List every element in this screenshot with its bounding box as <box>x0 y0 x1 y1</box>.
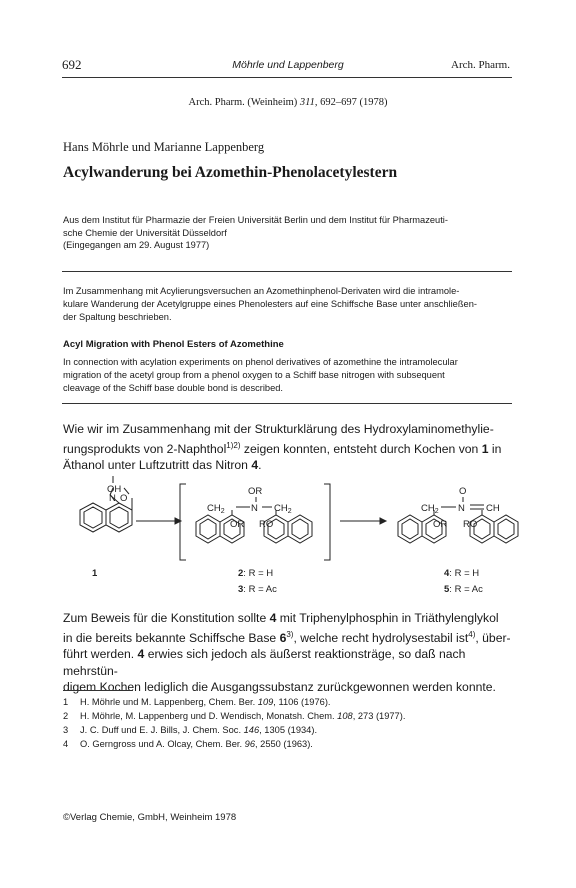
bracket-right <box>324 484 330 560</box>
footnote-4: 4 O. Gerngross und A. Olcay, Chem. Ber. 96, 2550 (1963). <box>63 739 313 749</box>
c2-ch2-left-label: $CH_2$ <box>207 503 225 515</box>
abstract-german: Im Zusammenhang mit Acylierungsversuchen an Azomethinphenol-Derivaten wird die intramole- kulare Wanderung der Acetylgruppe eines Phenolesters auf eine Schiffsche Base unter anschließen- der Spaltung beschrieben. <box>63 286 477 322</box>
article-title: Acylwanderung bei Azomethin-Phenolacetylestern <box>63 164 398 181</box>
c4-o-label: O <box>459 486 467 497</box>
c2-or-left-label: OR <box>230 519 245 530</box>
abstract-english-title: Acyl Migration with Phenol Esters of Azomethine <box>63 339 284 350</box>
c1-n-label: N <box>109 493 116 504</box>
running-head-authors: Möhrle und Lappenberg <box>232 59 344 71</box>
c4-ch2-label: $CH_2$ <box>421 503 439 515</box>
c2-ch2-right-label: $CH_2$ <box>274 503 292 515</box>
institution-block: Aus dem Institut für Pharmazie der Freien Universität Berlin und dem Institut für Pharmazeuti- sche Chemie der Universität Düsseldorf (Eingegangen am 29. August 1977) <box>63 215 448 250</box>
c4-ro-label: RO <box>463 519 478 530</box>
footnote-1: 1 H. Möhrle und M. Lappenberg, Chem. Ber. 109, 1106 (1976). <box>63 697 331 707</box>
article-authors: Hans Möhrle und Marianne Lappenberg <box>63 140 265 154</box>
compound-1-label: 1 <box>92 568 98 579</box>
footnote-2: 2 H. Möhrle, M. Lappenberg und D. Wendisch, Monatsh. Chem. 108, 273 (1977). <box>63 711 406 721</box>
footnote-3: 3 J. C. Duff und E. J. Bills, J. Chem. Soc. 146, 1305 (1934). <box>63 725 318 735</box>
abstract-english: In connection with acylation experiments on phenol derivatives of azomethine the intramolecular migration of the acetyl group from a phenol oxygen to a Schiff base nitrogen with subsequent cleavage of the Schiff base double bond is described. <box>63 357 458 393</box>
compound-5-label: 5: R = Ac <box>444 584 483 595</box>
c1-o-label: O <box>120 493 128 504</box>
compound-3-label: 3: R = Ac <box>238 584 277 595</box>
c2-n-label: N <box>251 503 258 514</box>
page-number: 692 <box>62 57 82 72</box>
running-head-journal: Arch. Pharm. <box>451 59 510 71</box>
c1-oh-label: OH <box>107 484 122 495</box>
c4-ch-label: CH <box>486 503 500 514</box>
body-paragraph-2: Zum Beweis für die Konstitution sollte 4 mit Triphenylphosphin in Triäthylenglykol in die bereits bekannte Schiffsche Base 6$^{3)}$, welche recht hydrolysestabil ist$^{4)}$, über- führt werden. 4 erwies sich jedoch als äußerst reaktionsträge, so daß nach mehrstün- digem Kochen lediglich die Ausgangssubstanz zurückgewonnen werden konnte. <box>63 611 511 695</box>
copyright-notice: ©Verlag Chemie, GmbH, Weinheim 1978 <box>63 812 237 823</box>
c2-ro-right-label: RO <box>259 519 274 530</box>
compound-4-label: 4: R = H <box>444 568 480 579</box>
compound-1-structure <box>80 476 132 532</box>
c4-n-label: N <box>458 503 465 514</box>
compound-2-label: 2: R = H <box>238 568 274 579</box>
c4-or-label: OR <box>433 519 448 530</box>
bracket-left <box>180 484 186 560</box>
c2-or-label: OR <box>248 486 263 497</box>
journal-citation: Arch. Pharm. (Weinheim) 311, 692–697 (1978) <box>188 97 388 108</box>
body-paragraph-1: Wie wir im Zusammenhang mit der Strukturklärung des Hydroxylaminomethylie- rungsprodukts von 2-Naphthol$^{1)2)}$ zeigen konnten, entsteht durch Kochen von 1 in Äthanol unter Luftzutritt das Nitron 4. <box>63 422 502 473</box>
footnote-rule <box>63 690 133 691</box>
